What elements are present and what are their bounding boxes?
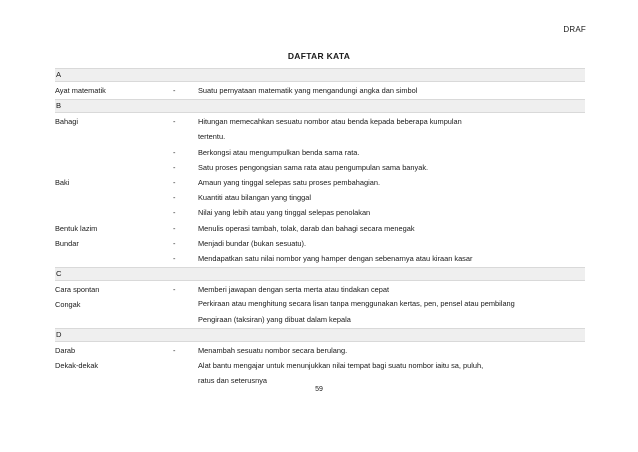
section-letter-b xyxy=(55,99,585,113)
glossary-term: Ayat matematik xyxy=(55,86,106,95)
page-title: DAFTAR KATA xyxy=(287,51,351,61)
glossary-row xyxy=(55,114,585,129)
glossary-definition: Suatu pernyataan matematik yang mengandungi angka dan simbol xyxy=(198,86,418,95)
glossary-definition: Alat bantu mengajar untuk menunjukkan nilai tempat bagi suatu nombor iaitu sa, puluh, xyxy=(198,360,484,370)
definition-dash: - xyxy=(173,345,176,355)
definition-dash: - xyxy=(173,162,176,172)
glossary-definition: Amaun yang tinggal selepas satu proses pembahagian. xyxy=(198,178,381,188)
page-number: 59 xyxy=(315,386,323,393)
glossary-term: Bundar xyxy=(55,238,79,248)
definition-dash: - xyxy=(173,285,176,295)
glossary-row xyxy=(55,313,585,327)
glossary-definition: Menulis operasi tambah, tolak, darab dan bahagi secara menegak xyxy=(198,223,415,233)
glossary-list xyxy=(55,67,585,388)
definition-dash: - xyxy=(173,147,176,157)
glossary-row xyxy=(55,145,585,160)
glossary-definition: tertentu. xyxy=(198,132,226,142)
section-letter-label: A xyxy=(56,70,62,79)
definition-dash: - xyxy=(173,238,176,248)
glossary-row xyxy=(55,190,585,205)
glossary-row xyxy=(55,282,585,297)
glossary-definition: Memberi jawapan dengan serta merta atau tindakan cepat xyxy=(198,285,390,295)
glossary-definition: Menjadi bundar (bukan sesuatu). xyxy=(198,238,307,248)
glossary-row xyxy=(55,221,585,236)
glossary-definition: Perkiraan atau menghitung secara lisan tanpa menggunakan kertas, pen, pensel atau pembilang xyxy=(198,299,515,309)
definition-dash: - xyxy=(173,208,176,218)
section-letter-d xyxy=(55,328,585,342)
definition-dash: - xyxy=(173,254,176,264)
glossary-definition: Mendapatkan satu nilai nombor yang hamper dengan sebenarnya atau kiraan kasar xyxy=(198,254,473,264)
glossary-definition: Hitungan memecahkan sesuatu nombor atau benda kepada beberapa kumpulan xyxy=(198,117,462,127)
glossary-row xyxy=(55,236,585,251)
glossary-row xyxy=(55,205,585,220)
glossary-term: Dekak-dekak xyxy=(55,360,99,370)
glossary-row xyxy=(55,175,585,190)
glossary-term: Darab xyxy=(55,345,76,355)
glossary-row xyxy=(55,129,585,144)
glossary-term: Congak xyxy=(55,300,81,310)
glossary-term: Bentuk lazim xyxy=(55,223,98,233)
glossary-row xyxy=(55,160,585,175)
glossary-row xyxy=(55,83,585,98)
section-letter-label: B xyxy=(56,101,62,111)
definition-dash: - xyxy=(173,223,176,233)
glossary-row xyxy=(55,297,585,312)
definition-dash: - xyxy=(173,178,176,188)
glossary-row xyxy=(55,251,585,266)
glossary-row xyxy=(55,358,585,373)
glossary-definition: Nilai yang lebih atau yang tinggal selepas penolakan xyxy=(198,208,371,218)
section-letter-c xyxy=(55,267,585,281)
glossary-definition: Menambah sesuatu nombor secara berulang. xyxy=(198,345,348,355)
definition-dash: - xyxy=(173,193,176,203)
section-letter-a xyxy=(55,68,585,82)
glossary-definition: Satu proses pengongsian sama rata atau pengumpulan sama banyak. xyxy=(198,162,429,172)
section-letter-label: C xyxy=(56,269,62,279)
glossary-term: Baki xyxy=(55,178,70,188)
definition-dash: - xyxy=(173,86,176,95)
definition-dash: - xyxy=(173,117,176,127)
draft-label: DRAF xyxy=(563,25,586,34)
section-letter-label: D xyxy=(56,329,62,339)
glossary-term: Cara spontan xyxy=(55,285,100,295)
glossary-row xyxy=(55,343,585,358)
glossary-definition: Kuantiti atau bilangan yang tinggal xyxy=(198,193,311,203)
glossary-term: Bahagi xyxy=(55,117,79,127)
glossary-definition: Pengiraan (taksiran) yang dibuat dalam kepala xyxy=(198,314,351,324)
glossary-definition: ratus dan seterusnya xyxy=(198,376,268,386)
glossary-definition: Berkongsi atau mengumpulkan benda sama rata. xyxy=(198,147,360,157)
